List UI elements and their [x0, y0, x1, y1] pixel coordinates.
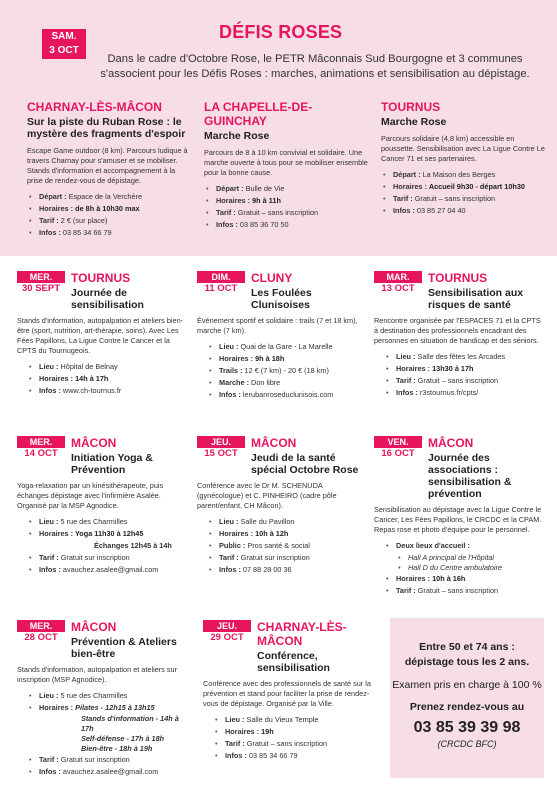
info-key: Infos : [216, 220, 238, 229]
event-subtitle: Prévention & Ateliers bien-être [71, 636, 177, 660]
info-list [203, 714, 378, 762]
info-key: Lieu : [39, 362, 59, 371]
event-subtitle: Jeudi de la santé spécial Octobre Rose [251, 452, 359, 476]
event-description: Conférence avec des professionnels de santé sur la prévention et stand pour faciliter la prise de rendez-vous de dépistage. Organisé par la Ville. [203, 679, 371, 708]
info-value: Yoga 11h30 à 12h45 [73, 529, 144, 538]
event-place: TOURNUS [428, 271, 488, 285]
info-key: Lieu : [39, 517, 59, 526]
info-value: Gratuit sur inscription [58, 553, 130, 562]
info-key: Horaires : [39, 374, 74, 383]
badge-date: 13 OCT [374, 283, 422, 295]
info-value: www.ch-tournus.fr [60, 386, 122, 395]
info-item [219, 516, 367, 528]
info-list [374, 540, 544, 597]
info-item [396, 351, 544, 363]
info-item [39, 702, 187, 754]
info-key: Tarif : [39, 755, 59, 764]
sub-item: • Hall D du Centre ambulatoire [408, 563, 544, 573]
info-item [225, 750, 378, 762]
info-value: Gratuit sur inscription [238, 553, 310, 562]
info-item [219, 353, 367, 365]
info-value: 14h à 17h [73, 374, 109, 383]
event-description: Yoga-relaxation par un kinésithérapeute, puis échanges dépistage avec l'infirmière Asalée. Organisé par la MSP Agnodice. [17, 481, 164, 510]
badge-date: 16 OCT [374, 448, 422, 460]
event-subtitle: Les Foulées Clunisoises [251, 287, 312, 311]
event-header [428, 436, 544, 500]
badge-date: 11 OCT [197, 283, 245, 295]
badge-day: MER. [17, 620, 65, 632]
info-key: Tarif : [216, 208, 236, 217]
event-description: Parcours de 8 à 10 km convivial et solidaire. Une marche ouverte à tous pour se mobiliser ensemble pour la bonne cause. [204, 148, 368, 177]
event-subtitle: Marche Rose [204, 130, 270, 142]
info-value: 5 rue des Charmilles [58, 517, 128, 526]
event-description: Parcours solidaire (4,8 km) accessible en poussette. Sensibilisation avec La Ligue Contre Le Cancer 71 et ses partenaires. [381, 134, 545, 163]
info-key: Marche : [219, 378, 250, 387]
event-place: CHARNAY-LÈS-MÂCON [27, 100, 162, 114]
date-badge [374, 436, 422, 460]
info-key: Départ : [39, 192, 67, 201]
info-list [27, 191, 192, 239]
badge-day: DIM. [197, 271, 245, 283]
info-item [39, 191, 192, 203]
info-item [396, 540, 544, 573]
event-tournus-marche [381, 100, 546, 217]
info-value: Gratuit – sans inscription [415, 586, 499, 595]
info-value: Pros santé & social [245, 541, 310, 550]
info-item [219, 377, 367, 389]
info-key: Infos : [219, 565, 241, 574]
badge-day: MER. [17, 436, 65, 448]
event-card [197, 271, 367, 401]
info-key: Horaires : [393, 182, 429, 191]
info-key: Horaires : [396, 574, 431, 583]
info-item [396, 585, 544, 597]
info-item [39, 564, 187, 576]
info-value: 10h à 16h [430, 574, 466, 583]
info-value: 9h à 11h [250, 196, 281, 205]
event-place: TOURNUS [71, 271, 131, 285]
screening-info-box [390, 618, 544, 778]
info-value: 12 € (7 km) - 20 € (18 km) [242, 366, 329, 375]
event-chapelle-marche [204, 100, 369, 231]
info-key: Départ : [393, 170, 421, 179]
info-key: Public : [219, 541, 246, 550]
info-value: La Maison des Berges [420, 170, 496, 179]
info-item [39, 690, 187, 702]
info-key: Horaires : [219, 354, 254, 363]
info-value: Gratuit – sans inscription [412, 194, 496, 203]
date-badge [374, 271, 422, 295]
event-header [251, 436, 367, 476]
info-key: Lieu : [219, 342, 239, 351]
info-item [39, 754, 187, 766]
phone-number[interactable]: 03 85 39 39 98 [413, 719, 521, 736]
event-description: Conférence avec le Dr M. SCHENUDA (gynécologue) et C. PINHEIRO (cadre pôle parent/enfant, CH Mâcon). [197, 481, 337, 510]
coverage-text: Examen pris en charge à 100 % [392, 679, 542, 691]
info-key: Tarif : [396, 586, 416, 595]
info-list [381, 169, 546, 217]
info-key: Infos : [39, 386, 61, 395]
info-value: 5 rue des Charmilles [58, 691, 128, 700]
info-value: 03 85 27 04 40 [414, 206, 466, 215]
info-item [393, 169, 546, 181]
info-value: 19h [259, 727, 274, 736]
info-extra: Stands d'information - 14h à 17h [81, 714, 179, 733]
date-badge [17, 271, 65, 295]
info-item [216, 207, 369, 219]
info-key: Tarif : [39, 553, 59, 562]
date-badge [17, 436, 65, 460]
info-extra: Échanges 12h45 à 14h [94, 541, 172, 550]
event-place: MÂCON [71, 436, 117, 450]
badge-day: MER. [17, 271, 65, 283]
info-item [219, 540, 367, 552]
info-item [39, 215, 192, 227]
date-badge [197, 271, 245, 295]
info-key: Horaires : [216, 196, 251, 205]
info-value: 2 € (sur place) [58, 216, 108, 225]
info-value: Hôpital de Belnay [58, 362, 118, 371]
info-value: Gratuit – sans inscription [415, 376, 499, 385]
sub-item: • Hall A principal de l'Hôpital [408, 553, 544, 563]
event-place: LA CHAPELLE-DE-GUINCHAY [204, 100, 313, 128]
info-item [39, 516, 187, 528]
info-item [39, 528, 187, 552]
info-item [393, 205, 546, 217]
date-badge [17, 620, 65, 644]
info-list [17, 361, 187, 397]
info-value: Espace de la Verchère [66, 192, 143, 201]
sub-list [396, 553, 544, 573]
info-item [225, 738, 378, 750]
date-badge [42, 29, 86, 59]
badge-date: 15 OCT [197, 448, 245, 460]
badge-day: MAR. [374, 271, 422, 283]
info-value: lerubanroseduclunisois.com [240, 390, 334, 399]
info-extra: Self-défense - 17h à 18h [81, 734, 165, 743]
event-place: CHARNAY-LÈS-MÂCON [257, 620, 347, 648]
info-value: 13h30 à 17h [430, 364, 474, 373]
event-description: Rencontre organisée par l'ESPACES 71 et la CPTS à destination des professionnels encadrant des personnes en situation de handicap et des séniors. [374, 316, 541, 345]
age-range-text: Entre 50 et 74 ans : dépistage tous les 2 ans. [404, 641, 530, 668]
info-item [219, 389, 367, 401]
info-value: Pilates - 12h15 à 13h15 [73, 703, 155, 712]
event-card [203, 620, 378, 762]
event-card [197, 436, 367, 576]
info-value: Quai de la Gare - La Marelle [238, 342, 333, 351]
info-value: Gratuit – sans inscription [235, 208, 319, 217]
info-value: Gratuit – sans inscription [244, 739, 328, 748]
info-list [197, 341, 367, 401]
info-extra: Bien-être - 18h à 19h [81, 744, 153, 753]
info-value: 10h à 12h [253, 529, 289, 538]
info-item [225, 714, 378, 726]
event-header [251, 271, 367, 311]
info-value: 03 85 34 66 79 [60, 228, 112, 237]
info-key: Tarif : [225, 739, 245, 748]
info-value: 03 85 34 66 79 [246, 751, 298, 760]
info-item [39, 361, 187, 373]
organization-text: (CRCDC BFC) [437, 739, 497, 749]
info-key: Horaires : [225, 727, 260, 736]
info-key: Lieu : [39, 691, 59, 700]
event-subtitle: Sur la piste du Ruban Rose : le mystère des fragments d'espoir [27, 116, 186, 140]
info-key: Infos : [393, 206, 415, 215]
info-key: Horaires : [39, 204, 74, 213]
event-description: Sensibilisation au dépistage avec la Ligue Contre le Cancer, Les Fées Papillons, le CRCDC et la CPAM. Repas rose et photo d'équipe pour le personnel. [374, 505, 542, 534]
event-description: Événement sportif et solidaire : trails (7 et 18 km), marche (7 km). [197, 316, 358, 335]
info-key: Horaires : [39, 529, 74, 538]
event-header [71, 271, 187, 311]
event-charnay-escape [27, 100, 192, 239]
event-card [374, 271, 544, 399]
event-subtitle: Journée de sensibilisation [71, 287, 144, 311]
event-card [17, 436, 187, 576]
badge-date: 30 SEPT [17, 283, 65, 295]
event-place: CLUNY [251, 271, 293, 285]
info-list [374, 351, 544, 399]
badge-day: JEU. [197, 436, 245, 448]
event-subtitle: Conférence, sensibilisation [257, 650, 330, 674]
event-subtitle: Sensibilisation aux risques de santé [428, 287, 524, 311]
info-item [219, 528, 367, 540]
info-list [17, 690, 187, 778]
info-value: 03 85 36 70 50 [237, 220, 289, 229]
info-key: Lieu : [396, 352, 416, 361]
info-key: Infos : [225, 751, 247, 760]
info-key: Lieu : [225, 715, 245, 724]
info-item [219, 365, 367, 377]
event-header [71, 620, 187, 660]
info-value: Bulle de Vie [243, 184, 285, 193]
info-key: Départ : [216, 184, 244, 193]
info-item [216, 195, 369, 207]
info-key: Horaires : [39, 703, 74, 712]
info-value: Salle des fêtes les Arcades [415, 352, 506, 361]
info-item [225, 726, 378, 738]
info-key: Horaires : [396, 364, 431, 373]
info-item [219, 341, 367, 353]
event-description: Stands d'information, autopalpation et ateliers bien-être (sport, nutrition, art-thérapie, soins). Avec Les Fées Papillons, La Ligue Contre le Cancer et la CPTS du Tournugeois. [17, 316, 184, 355]
badge-day: SAM. [51, 31, 77, 42]
event-header [71, 436, 187, 476]
badge-date: 14 OCT [17, 448, 65, 460]
info-key: Deux lieux d'accueil : [396, 541, 470, 550]
event-card [17, 271, 187, 397]
event-header [257, 620, 378, 674]
info-value: de 8h à 10h30 max [73, 204, 140, 213]
info-key: Infos : [396, 388, 418, 397]
info-item [39, 227, 192, 239]
info-key: Infos : [219, 390, 241, 399]
info-key: Horaires : [219, 529, 254, 538]
info-key: Tarif : [396, 376, 416, 385]
event-card [17, 620, 187, 778]
info-item [396, 387, 544, 399]
date-badge [203, 620, 251, 644]
intro-text: Dans le cadre d'Octobre Rose, le PETR Mâconnais Sud Bourgogne et 3 communes s'associent pour les Défis Roses : marches, animations et sensibilisation au dépistage. [100, 53, 530, 80]
info-key: Lieu : [219, 517, 239, 526]
info-item [219, 552, 367, 564]
badge-date: 29 OCT [203, 632, 251, 644]
info-item [39, 203, 192, 215]
info-list [197, 516, 367, 576]
page-title: DÉFIS ROSES [219, 22, 343, 42]
info-value: Salle du Pavillon [238, 517, 295, 526]
info-value: avauchez.asalee@gmail.com [60, 565, 159, 574]
event-place: MÂCON [71, 620, 117, 634]
badge-day: VEN. [374, 436, 422, 448]
event-subtitle: Journée des associations : sensibilisation & prévention [428, 452, 512, 500]
info-key: Infos : [39, 767, 61, 776]
info-value: avauchez.asalee@gmail.com [60, 767, 159, 776]
info-key: Tarif : [39, 216, 59, 225]
date-badge [197, 436, 245, 460]
info-item [393, 193, 546, 205]
info-key: Tarif : [393, 194, 413, 203]
info-item [396, 363, 544, 375]
info-key: Tarif : [219, 553, 239, 562]
info-key: Infos : [39, 565, 61, 574]
event-description: Escape Game outdoor (8 km). Parcours ludique à travers Charnay pour s'amuser et se mobiliser. Stands d'information et accompagnement à la prise de rendez-vous de dépistage. [27, 146, 188, 185]
info-item [216, 219, 369, 231]
info-value: Salle du Vieux Temple [244, 715, 319, 724]
event-description: Stands d'information, autopalpation et ateliers sur inscription (MSP Agnodice). [17, 665, 177, 684]
badge-day: JEU. [203, 620, 251, 632]
info-value: Accueil 9h30 - départ 10h30 [428, 182, 525, 191]
appointment-text: Prenez rendez-vous au [409, 701, 525, 713]
info-item [219, 564, 367, 576]
info-item [39, 373, 187, 385]
event-place: MÂCON [428, 436, 474, 450]
event-subtitle: Marche Rose [381, 116, 447, 128]
event-header [428, 271, 544, 311]
badge-date: 3 OCT [42, 45, 86, 59]
info-item [396, 375, 544, 387]
info-key: Infos : [39, 228, 61, 237]
info-item [39, 552, 187, 564]
info-key: Trails : [219, 366, 243, 375]
info-item [39, 766, 187, 778]
info-value: r3stournus.fr/cpts/ [417, 388, 479, 397]
event-place: TOURNUS [381, 100, 441, 114]
badge-date: 28 OCT [17, 632, 65, 644]
info-item [396, 573, 544, 585]
event-card [374, 436, 544, 597]
info-value: 07 88 28 00 36 [240, 565, 292, 574]
event-subtitle: Initiation Yoga & Prévention [71, 452, 153, 476]
info-list [17, 516, 187, 576]
info-item [39, 385, 187, 397]
info-list [204, 183, 369, 231]
info-value: 9h à 18h [253, 354, 285, 363]
event-place: MÂCON [251, 436, 297, 450]
info-value: Gratuit sur inscription [58, 755, 130, 764]
info-item [393, 181, 546, 193]
info-item [216, 183, 369, 195]
info-value: Don libre [249, 378, 281, 387]
